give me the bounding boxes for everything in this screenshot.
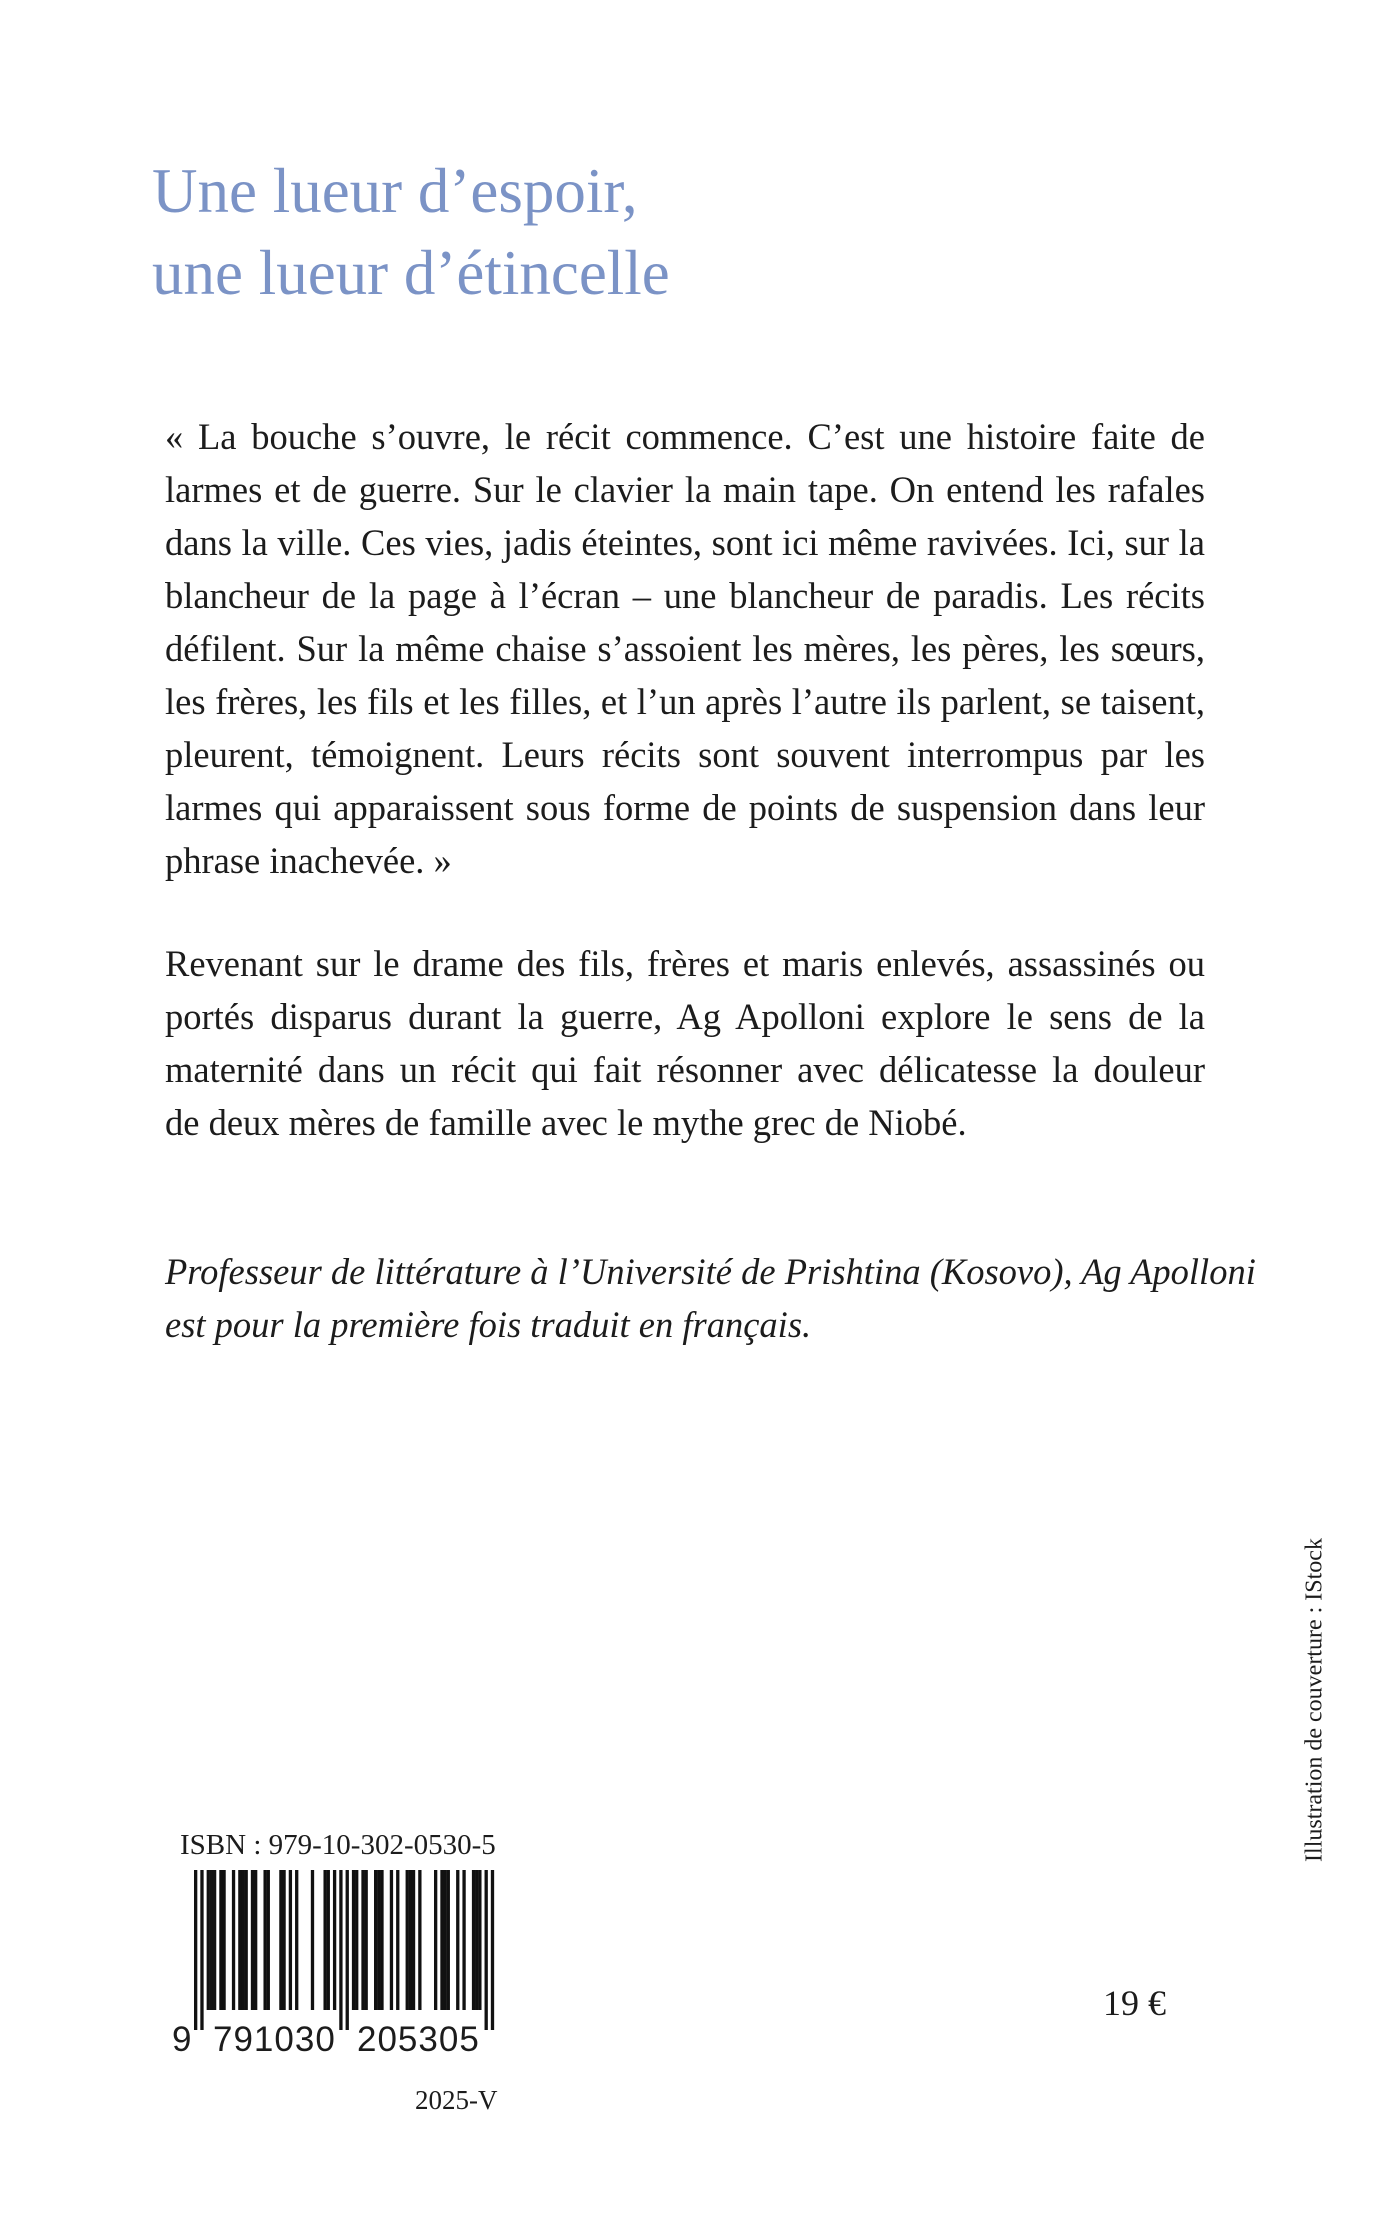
barcode-bar: [245, 1870, 248, 2010]
barcode-bar: [412, 1870, 415, 2010]
barcode-bar: [219, 1870, 222, 2010]
book-summary: [165, 937, 1205, 1149]
barcode-bar: [390, 1870, 393, 2010]
barcode-bar: [323, 1870, 326, 2010]
barcode-bar: [238, 1870, 241, 2010]
barcode-bar: [380, 1870, 383, 2010]
bio-line: Professeur de littérature à l’Université de Prishtina (Kosovo), Ag Apolloni: [165, 1251, 1256, 1292]
barcode-bar: [241, 1870, 244, 2010]
barcode-guard-bar: [339, 1870, 342, 2030]
book-title: [152, 150, 1252, 314]
barcode-bar: [263, 1870, 266, 2010]
barcode-bar: [355, 1870, 358, 2010]
barcode-bar: [456, 1870, 459, 2010]
barcode-bar: [440, 1870, 443, 2010]
quote-line: phrase inachevée. »: [165, 840, 452, 881]
barcode-bar: [434, 1870, 437, 2010]
barcode-bar: [289, 1870, 292, 2010]
barcode-image: [168, 1870, 508, 2030]
title-line-1: Une lueur d’espoir,: [152, 156, 638, 226]
barcode-bar: [418, 1870, 421, 2010]
quote-line: défilent. Sur la même chaise s’assoient les mères, les pères, les sœurs,: [165, 628, 1205, 669]
barcode-bar: [282, 1870, 285, 2010]
barcode-guard-bar: [194, 1870, 197, 2030]
barcode-bar: [365, 1870, 368, 2010]
barcode-bar: [213, 1870, 216, 2010]
summary-line: de deux mères de famille avec le mythe grec de Niobé.: [165, 1102, 967, 1143]
barcode-bar: [352, 1870, 355, 2010]
barcode-bar: [396, 1870, 399, 2010]
barcode-bar: [267, 1870, 270, 2010]
author-bio: [165, 1245, 1256, 1351]
barcode-first-digit: 9: [172, 2020, 192, 2059]
barcode-bar: [377, 1870, 380, 2010]
barcode-guard-bar: [491, 1870, 494, 2030]
barcode-bar: [406, 1870, 409, 2010]
edition-code: 2025-V: [415, 2085, 498, 2115]
barcode-bar: [472, 1870, 475, 2010]
excerpt-quote: [165, 410, 1205, 887]
quote-line: larmes qui apparaissent sous forme de points de suspension dans leur: [165, 787, 1205, 828]
quote-line: dans la ville. Ces vies, jadis éteintes, sont ici même ravivées. Ici, sur la: [165, 522, 1205, 563]
barcode-guard-bar: [346, 1870, 349, 2030]
barcode-bar: [254, 1870, 257, 2010]
barcode-bar: [478, 1870, 481, 2010]
isbn-label: ISBN : 979-10-302-0530-5: [180, 1829, 496, 1861]
barcode-bar: [475, 1870, 478, 2010]
bio-line: est pour la première fois traduit en français.: [165, 1304, 812, 1345]
quote-line: larmes et de guerre. Sur le clavier la main tape. On entend les rafales: [165, 469, 1205, 510]
quote-line: « La bouche s’ouvre, le récit commence. C’est une histoire faite de: [165, 416, 1205, 457]
barcode-bar: [374, 1870, 377, 2010]
summary-line: maternité dans un récit qui fait résonner avec délicatesse la douleur: [165, 1049, 1205, 1090]
barcode-bar: [333, 1870, 336, 2010]
quote-line: blancheur de la page à l’écran – une blancheur de paradis. Les récits: [165, 575, 1205, 616]
barcode-bar: [361, 1870, 364, 2010]
barcode-bar: [251, 1870, 254, 2010]
barcode-bar: [222, 1870, 225, 2010]
title-line-2: une lueur d’étincelle: [152, 238, 670, 308]
barcode-bar: [409, 1870, 412, 2010]
barcode-bar: [207, 1870, 210, 2010]
barcode-bar: [232, 1870, 235, 2010]
barcode-guard-bar: [485, 1870, 488, 2030]
barcode-bar: [279, 1870, 282, 2010]
barcode-bar: [443, 1870, 446, 2010]
barcode-bar: [311, 1870, 314, 2010]
summary-line: Revenant sur le drame des fils, frères et maris enlevés, assassinés ou: [165, 943, 1205, 984]
barcode-bar: [295, 1870, 298, 2010]
barcode-left-group: 791030: [213, 2020, 336, 2059]
barcode-right-group: 205305: [357, 2020, 480, 2059]
barcode-guard-bar: [200, 1870, 203, 2030]
barcode-bar: [210, 1870, 213, 2010]
barcode-bar: [327, 1870, 330, 2010]
quote-line: pleurent, témoignent. Leurs récits sont souvent interrompus par les: [165, 734, 1205, 775]
cover-illustration-credit: Illustration de couverture : IStock: [1301, 1538, 1328, 1862]
barcode-bar: [462, 1870, 465, 2010]
quote-line: les frères, les fils et les filles, et l’un après l’autre ils parlent, se taisent,: [165, 681, 1205, 722]
price-label: 19 €: [1103, 1983, 1166, 2023]
summary-line: portés disparus durant la guerre, Ag Apolloni explore le sens de la: [165, 996, 1205, 1037]
barcode-bar: [447, 1870, 450, 2010]
